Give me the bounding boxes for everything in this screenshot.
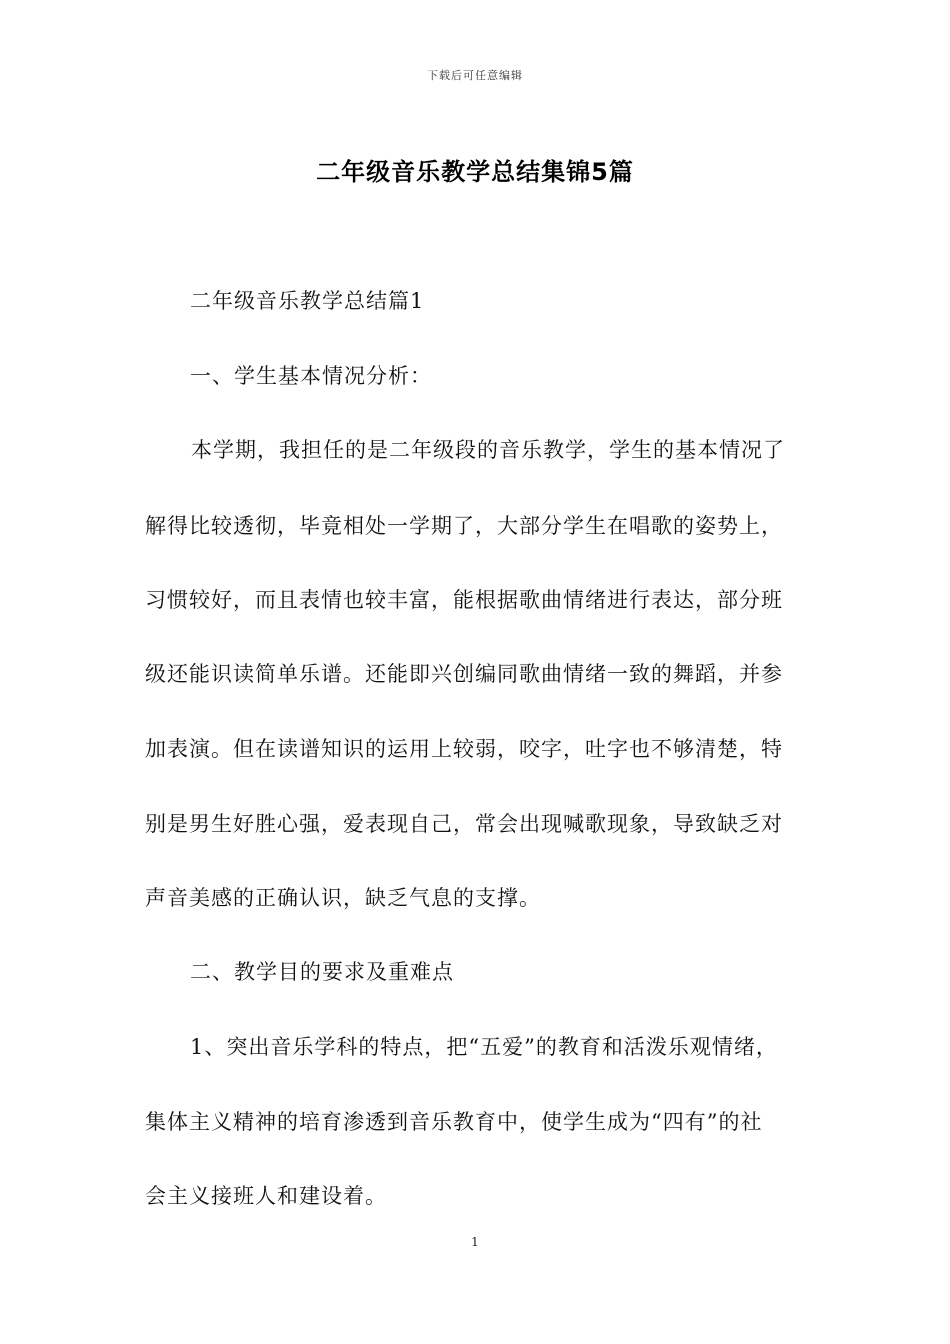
paragraph2-line: 1、突出音乐学科的特点，把“五爱”的教育和活泼乐观情绪， [190, 1035, 778, 1059]
paragraph2-line: 会主义接班人和建设着。 [145, 1184, 387, 1208]
section-heading: 二年级音乐教学总结篇1 [190, 289, 425, 313]
page-number: 1 [471, 1235, 479, 1249]
paragraph1-line: 解得比较透彻，毕竟相处一学期了，大部分学生在唱歌的姿势上， [145, 514, 783, 538]
part1-heading: 一、学生基本情况分析： [190, 364, 432, 388]
paragraph1-line: 本学期，我担任的是二年级段的音乐教学，学生的基本情况了 [191, 438, 785, 462]
paragraph1-line: 加表演。但在读谱知识的运用上较弱，咬字，吐字也不够清楚，特 [145, 737, 783, 761]
paragraph1-line: 别是男生好胜心强，爱表现自己，常会出现喊歌现象，导致缺乏对 [145, 812, 783, 836]
paragraph1-line: 习惯较好，而且表情也较丰富，能根据歌曲情绪进行表达，部分班 [145, 588, 783, 612]
header-note: 下载后可任意编辑 [427, 69, 523, 82]
paragraph1-line: 声音美感的正确认识，缺乏气息的支撑。 [145, 886, 541, 910]
paragraph2-line: 集体主义精神的培育渗透到音乐教育中，使学生成为“四有”的社 [145, 1110, 763, 1134]
document-title: 二年级音乐教学总结集锦5篇 [316, 158, 634, 186]
part2-heading: 二、教学目的要求及重难点 [190, 960, 454, 984]
paragraph1-line: 级还能识读简单乐谱。还能即兴创编同歌曲情绪一致的舞蹈，并参 [145, 662, 783, 686]
